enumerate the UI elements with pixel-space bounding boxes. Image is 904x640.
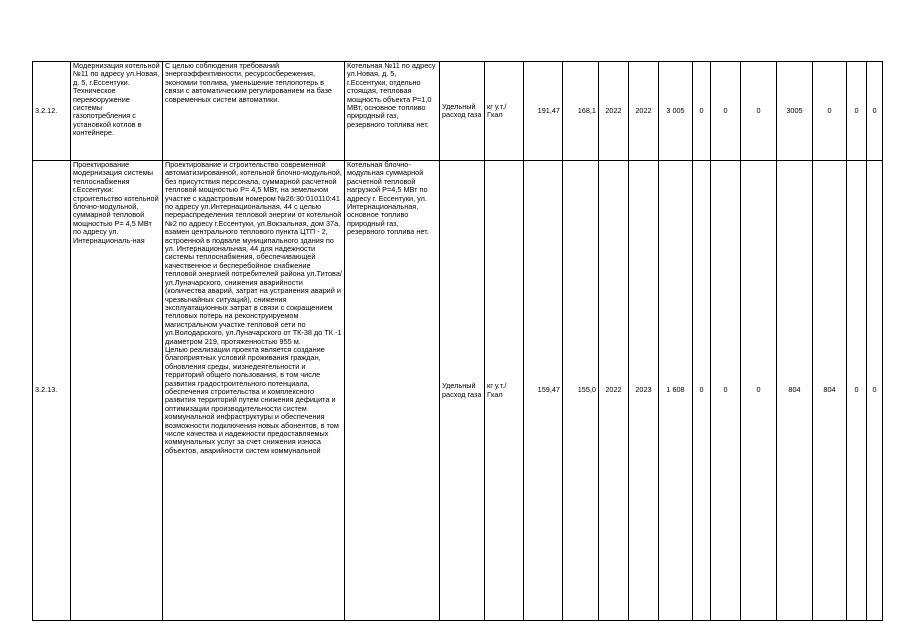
project-name: Проектирование модернизация системы теплоснабжения г.Ессентуки: строительство котельной блочно-модульной, суммарной тепловой мощностью Р= 4,5 МВт по адресу ул. Интернациональ-ная — [71, 161, 163, 621]
object-description: Котельная №11 по адресу ул.Новая, д. 5, г.Ессентуки, отдельно стоящая, тепловая мощность объекта Р=1,0 МВт, основное топливо природный газ, резервного топлива нет. — [345, 62, 440, 161]
cost-col-2: 0 — [711, 161, 741, 621]
total-cost: 3 005 — [659, 62, 693, 161]
value-after: 168,1 — [563, 62, 599, 161]
year-end: 2022 — [629, 62, 659, 161]
unit: кг у.т./Гкал — [485, 161, 524, 621]
cost-col-5: 0 — [813, 62, 847, 161]
total-cost: 1 608 — [659, 161, 693, 621]
indicator: Удельный расход газа — [440, 62, 485, 161]
unit: кг у.т./Гкал — [485, 62, 524, 161]
value-before: 159,47 — [524, 161, 563, 621]
project-purpose: С целью соблюдения требований энергоэффективности, ресурсосбережения, экономии топлива, уменьшение теплопотерь в связи с автоматическим регулированием на базе современных систем автоматики. — [163, 62, 345, 161]
year-start: 2022 — [599, 62, 629, 161]
project-purpose: Проектирование и строительство современной автоматизированной, котельной блочно-модульной, без присутствия персонала, суммарной расчетной тепловой мощностью Р= 4,5 МВт, на земельном участке с кадастровым номером №26:30:010110:41 по адресу ул.Интернациональная, 44 с целью перераспределения тепловой энергии от котельной №2 по адресу г.Ессентуки, ул.Вокзальная, дом 37а, взамен центрального теплового пункта ЦТП - 2, встроенной в подвале муниципального здания по ул. Интернациональная, 44 для надежности системы теплоснабжения, обеспечивающей качественное и бесперебойное снабжение тепловой энергией потребителей района ул.Титова/ул.Луначарского, снижения аварийности (количества аварий, затрат на устранения аварий и чрезвычайных ситуаций), снижения эксплуатационных затрат в связи с сокращением тепловых потерь на реконструируемом магистральном участке тепловой сети по ул.Володарского, ул.Луначарского от ТК-38 до ТК -1 диаметром 219, протяженностью 955 м. Целью реализации проекта является создание благоприятных условий проживания граждан, обновления среды, жизнедеятельности и территорий общего пользования, в том числе развития градостроительного потенциала, обеспечения строительства и комплексного развития территорий путем снижения дефицита и оптимизации производительности систем коммунальной инфраструктуры и обеспечения возможности подключения новых абонентов, в том числе качества и надежности предоставляемых коммунальных услуг за счет снижения износа объектов, аварийности систем коммунальной — [163, 161, 345, 621]
value-before: 191,47 — [524, 62, 563, 161]
cost-col-1: 0 — [693, 161, 711, 621]
cost-col-7: 0 — [867, 161, 883, 621]
cost-col-4: 3005 — [777, 62, 813, 161]
value-after: 155,0 — [563, 161, 599, 621]
cost-col-1: 0 — [693, 62, 711, 161]
object-description: Котельная блочно-модульная суммарной расчетной тепловой нагрузкой Р=4,5 МВт по адресу г. Ессентуки, ул. Интернациональная, основное топливо природный газ, резервного топлива нет. — [345, 161, 440, 621]
row-number: 3.2.12. — [33, 62, 71, 161]
cost-col-3: 0 — [741, 161, 777, 621]
investment-program-table — [32, 61, 883, 621]
cost-col-6: 0 — [847, 62, 867, 161]
table-row — [33, 62, 883, 161]
indicator: Удельный расход газа — [440, 161, 485, 621]
cost-col-3: 0 — [741, 62, 777, 161]
cost-col-4: 804 — [777, 161, 813, 621]
table-row — [33, 161, 883, 621]
year-end: 2023 — [629, 161, 659, 621]
cost-col-7: 0 — [867, 62, 883, 161]
year-start: 2022 — [599, 161, 629, 621]
row-number: 3.2.13. — [33, 161, 71, 621]
project-name: Модернизация котельной №11 по адресу ул.Новая, д. 5, г.Ессентуки. Техническое перевооружение системы газопотребления с установкой котлов в контейнере. — [71, 62, 163, 161]
cost-col-6: 0 — [847, 161, 867, 621]
cost-col-2: 0 — [711, 62, 741, 161]
cost-col-5: 804 — [813, 161, 847, 621]
